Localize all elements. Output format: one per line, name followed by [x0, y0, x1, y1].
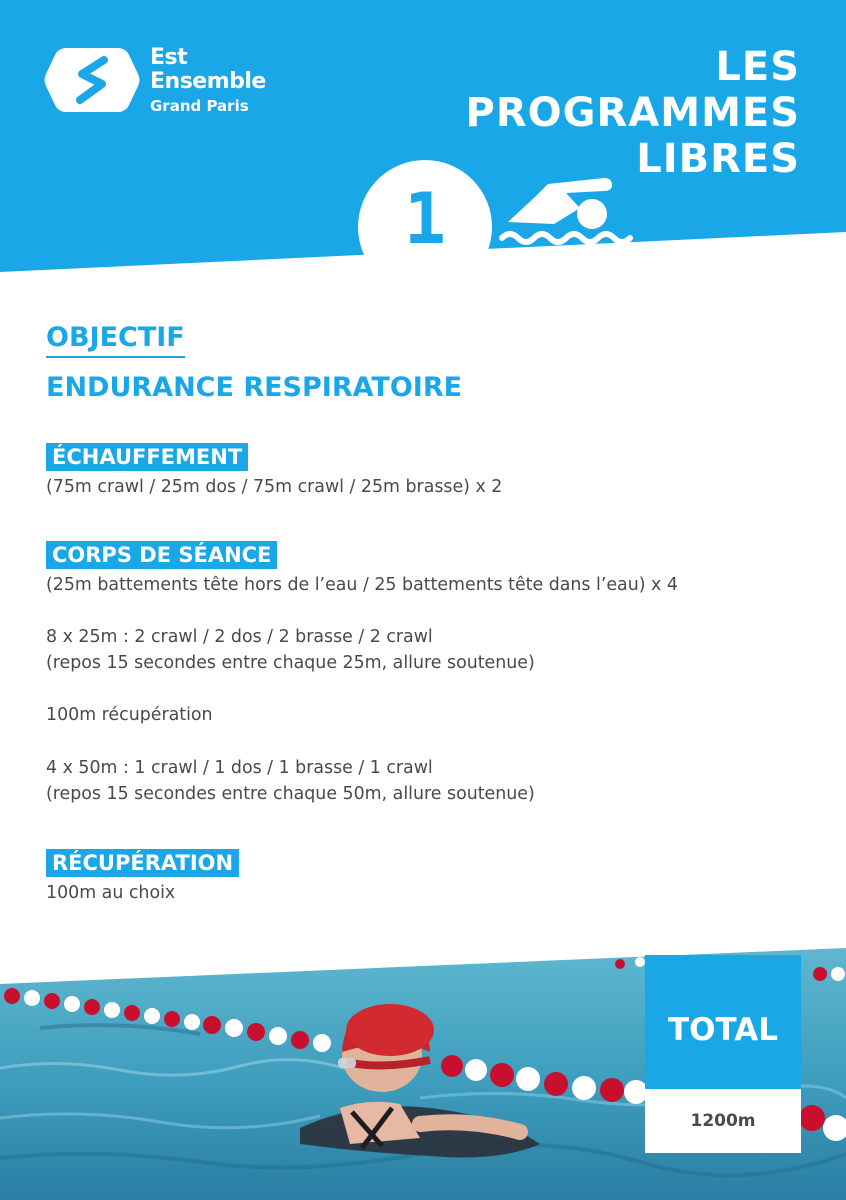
recovery-line: 100m au choix [46, 883, 176, 903]
title-line3: LIBRES [636, 136, 800, 182]
objective-block [46, 316, 462, 410]
brand-name-line2: Ensemble [150, 69, 266, 94]
section-warmup-label: ÉCHAUFFEMENT [46, 443, 248, 471]
page-title [466, 44, 800, 182]
main-line-3: (repos 15 secondes entre chaque 25m, allure soutenue) [46, 653, 535, 673]
title-line2: PROGRAMMES [465, 90, 800, 136]
brand-subtitle: Grand Paris [150, 97, 249, 115]
brand-name-line1: Est [150, 45, 188, 70]
est-ensemble-logo-icon [44, 44, 140, 116]
main-line-1: (25m battements tête hors de l’eau / 25 battements tête dans l’eau) x 4 [46, 575, 678, 595]
main-line-5: 4 x 50m : 1 crawl / 1 dos / 1 brasse / 1 crawl [46, 758, 433, 778]
main-line-6: (repos 15 secondes entre chaque 50m, allure soutenue) [46, 784, 535, 804]
total-value: 1200m [645, 1089, 801, 1153]
brand-logo [44, 44, 304, 124]
swimmer-icon [496, 172, 636, 248]
title-line1: LES [715, 44, 800, 90]
objective-label: OBJECTIF [46, 320, 185, 358]
section-recovery-label: RÉCUPÉRATION [46, 849, 239, 877]
total-label: TOTAL [645, 955, 801, 1089]
section-main-label: CORPS DE SÉANCE [46, 541, 277, 569]
main-line-4: 100m récupération [46, 705, 213, 725]
main-line-2: 8 x 25m : 2 crawl / 2 dos / 2 brasse / 2 crawl [46, 627, 433, 647]
warmup-line: (75m crawl / 25m dos / 75m crawl / 25m brasse) x 2 [46, 477, 503, 497]
objective-value: ENDURANCE RESPIRATOIRE [46, 372, 463, 403]
program-number-badge: 1 [358, 160, 492, 294]
